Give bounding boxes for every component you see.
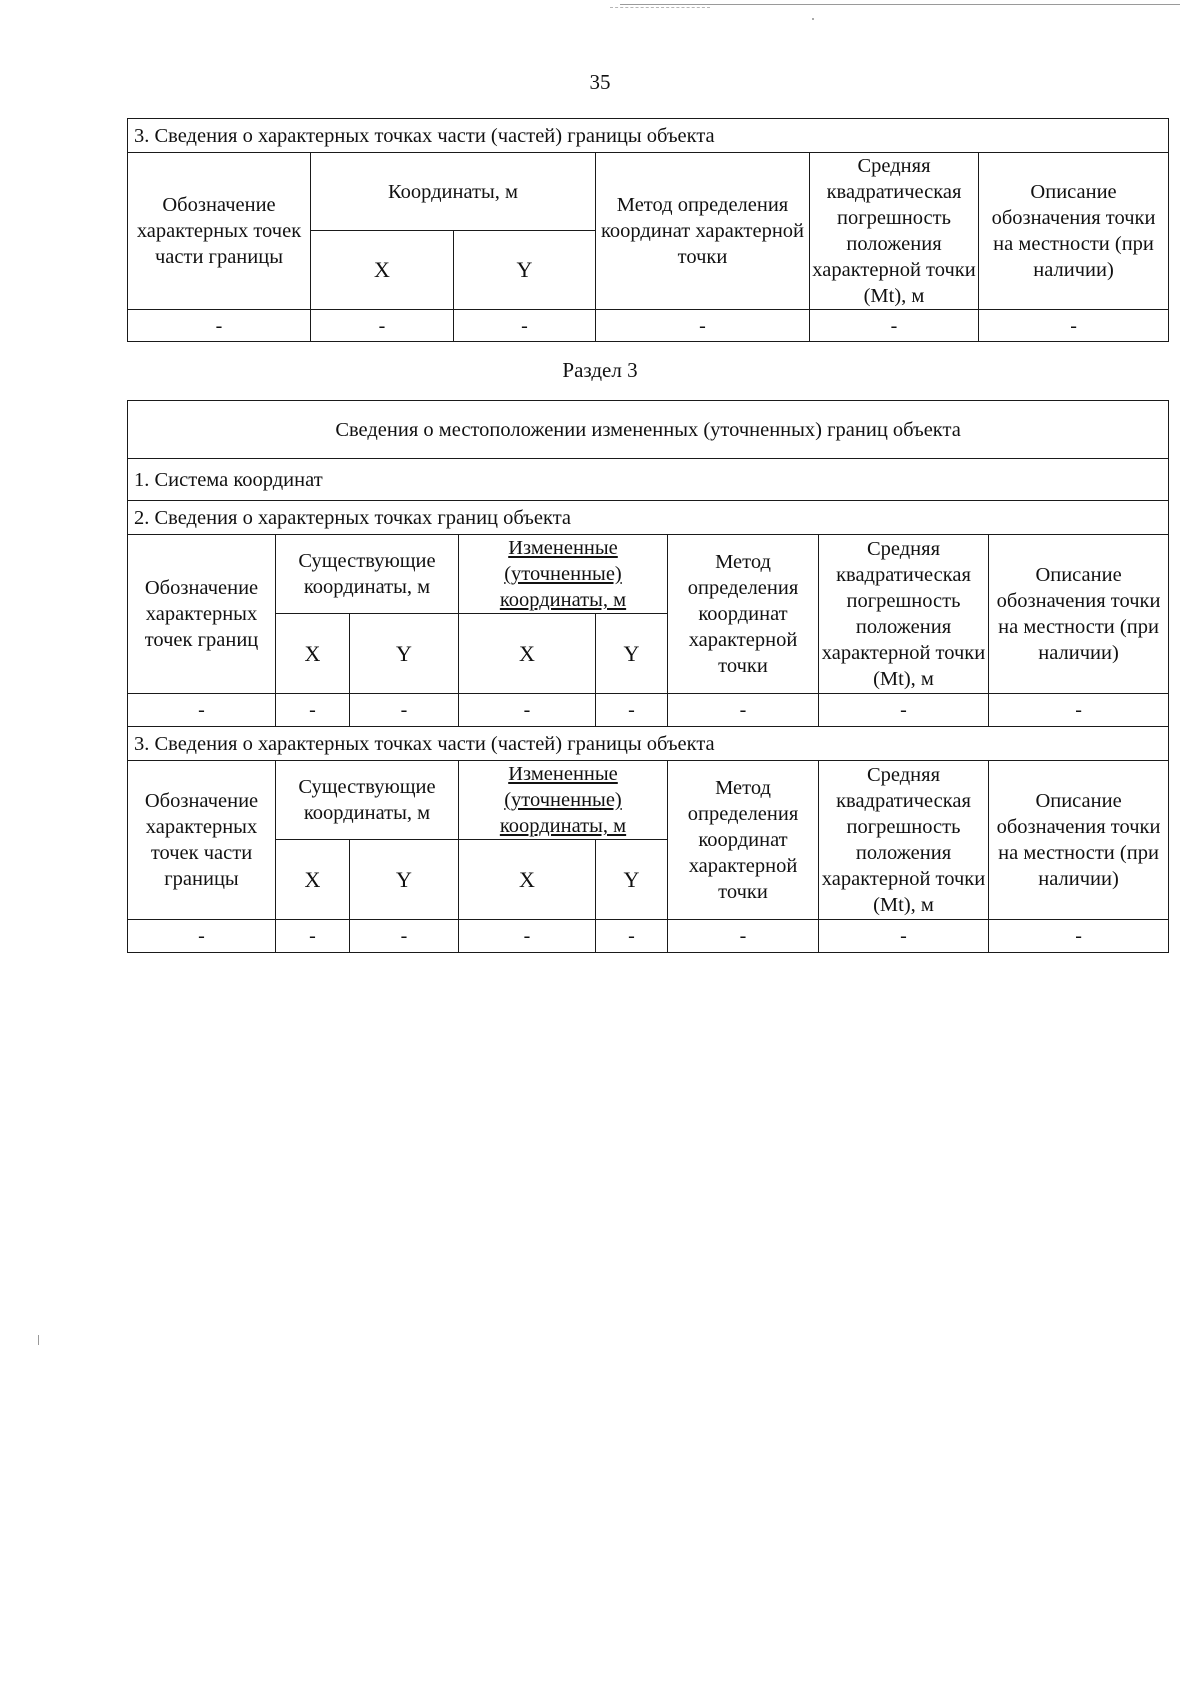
table-cell: - xyxy=(668,694,819,727)
table-cell: - xyxy=(276,920,350,953)
scan-artifact-dot xyxy=(812,18,814,20)
table-cell: - xyxy=(989,920,1169,953)
table-cell: - xyxy=(128,694,276,727)
header-point-designation: Обозначение характерных точек границ xyxy=(128,535,276,694)
header-changed-x: X xyxy=(459,614,596,694)
header-existing-y: Y xyxy=(350,840,459,920)
table-cell: - xyxy=(810,310,979,342)
table-cell: - xyxy=(350,694,459,727)
page-number: 35 xyxy=(589,70,611,94)
table-row xyxy=(128,920,1169,953)
table-cell: - xyxy=(128,310,311,342)
table-cell: - xyxy=(668,920,819,953)
header-accuracy: Средняя квадратическая погрешность положения характерной точки (Mt), м xyxy=(819,535,989,694)
header-coordinates: Координаты, м xyxy=(311,153,596,231)
header-method: Метод определения координат характерной точки xyxy=(596,153,810,310)
table-cell: - xyxy=(350,920,459,953)
header-existing-x: X xyxy=(276,614,350,694)
table-cell: - xyxy=(276,694,350,727)
header-existing-coordinates: Существующие координаты, м xyxy=(276,535,459,614)
header-point-designation: Обозначение характерных точек части границы xyxy=(128,153,311,310)
header-point-designation: Обозначение характерных точек части границы xyxy=(128,761,276,920)
header-y: Y xyxy=(454,231,596,310)
scan-artifact-dash xyxy=(610,7,710,8)
table-row xyxy=(128,310,1169,342)
part-points-title: 3. Сведения о характерных точках части (частей) границы объекта xyxy=(128,727,1169,761)
scan-artifact-speck xyxy=(38,1335,39,1345)
header-method: Метод определения координат характерной точки xyxy=(668,761,819,920)
scan-artifact-line xyxy=(620,4,1180,5)
table-cell: - xyxy=(819,694,989,727)
table-cell: - xyxy=(596,694,668,727)
section-title: Раздел 3 xyxy=(562,358,638,382)
table-cell: - xyxy=(819,920,989,953)
table-cell: - xyxy=(459,694,596,727)
header-description: Описание обозначения точки на местности (при наличии) xyxy=(979,153,1169,310)
header-changed-coordinates: Измененные (уточненные) координаты, м xyxy=(459,535,668,614)
header-accuracy: Средняя квадратическая погрешность положения характерной точки (Mt), м xyxy=(819,761,989,920)
table-cell: - xyxy=(454,310,596,342)
header-method: Метод определения координат характерной точки xyxy=(668,535,819,694)
table-cell: - xyxy=(128,920,276,953)
header-existing-y: Y xyxy=(350,614,459,694)
header-changed-coordinates: Измененные (уточненные) координаты, м xyxy=(459,761,668,840)
table-cell: - xyxy=(596,920,668,953)
coordinate-system-row: 1. Система координат xyxy=(128,459,1169,501)
header-existing-coordinates: Существующие координаты, м xyxy=(276,761,459,840)
header-x: X xyxy=(311,231,454,310)
part-boundary-points-table xyxy=(127,118,1169,342)
table-cell: - xyxy=(596,310,810,342)
table-cell: - xyxy=(311,310,454,342)
table-cell: - xyxy=(459,920,596,953)
header-changed-y: Y xyxy=(596,614,668,694)
header-existing-x: X xyxy=(276,840,350,920)
changed-boundaries-table xyxy=(127,400,1169,953)
table-cell: - xyxy=(979,310,1169,342)
table-title: 3. Сведения о характерных точках части (частей) границы объекта xyxy=(128,119,1169,153)
section-heading: Сведения о местоположении измененных (уточненных) границ объекта xyxy=(128,401,1169,459)
boundary-points-title: 2. Сведения о характерных точках границ объекта xyxy=(128,501,1169,535)
table-cell: - xyxy=(989,694,1169,727)
header-changed-y: Y xyxy=(596,840,668,920)
header-accuracy: Средняя квадратическая погрешность положения характерной точки (Mt), м xyxy=(810,153,979,310)
header-changed-x: X xyxy=(459,840,596,920)
header-description: Описание обозначения точки на местности (при наличии) xyxy=(989,761,1169,920)
header-description: Описание обозначения точки на местности (при наличии) xyxy=(989,535,1169,694)
table-row xyxy=(128,694,1169,727)
